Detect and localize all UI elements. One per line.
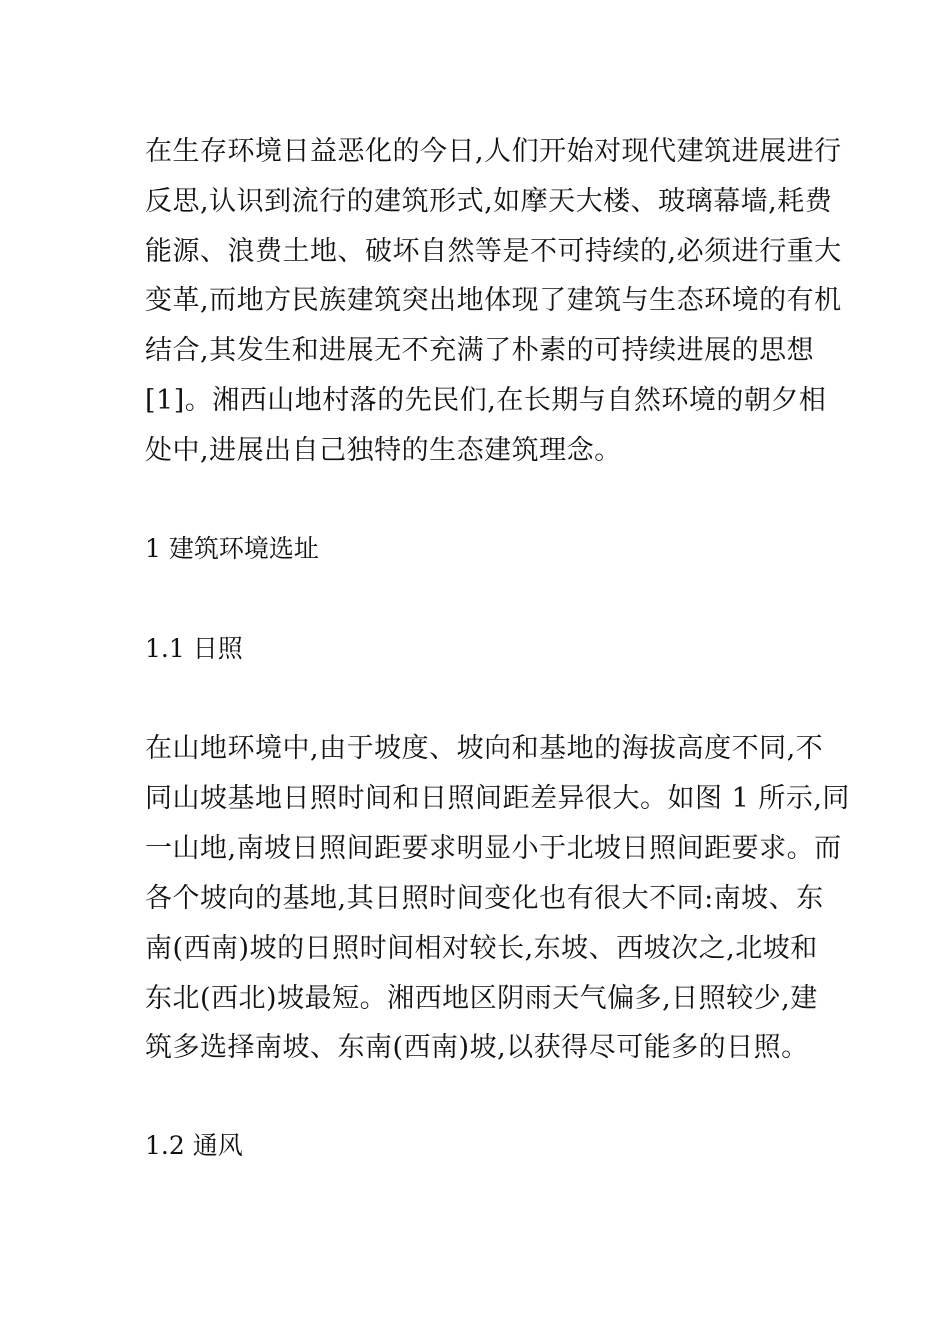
paragraph-line: 东北(西北)坡最短。湘西地区阴雨天气偏多,日照较少,建 — [145, 983, 818, 1014]
paragraph-line: 在山地环境中,由于坡度、坡向和基地的海拔高度不同,不 — [145, 733, 824, 764]
paragraph-line: 结合,其发生和进展无不充满了朴素的可持续进展的思想 — [145, 335, 815, 366]
paragraph-line: 同山坡基地日照时间和日照间距差异很大。如图 1 所示,同 — [145, 783, 850, 814]
paragraph-line: 反思,认识到流行的建筑形式,如摩天大楼、玻璃幕墙,耗费 — [145, 186, 833, 217]
section-heading-1: 1 建筑环境选址 — [145, 534, 319, 563]
paragraph-line: 能源、浪费土地、破坏自然等是不可持续的,必须进行重大 — [145, 236, 842, 267]
paragraph-line: 南(西南)坡的日照时间相对较长,东坡、西坡次之,北坡和 — [145, 933, 818, 964]
paragraph-line: 处中,进展出自己独特的生态建筑理念。 — [145, 435, 622, 466]
paragraph-line: 在生存环境日益恶化的今日,人们开始对现代建筑进展进行 — [145, 136, 842, 167]
paragraph-line: 各个坡向的基地,其日照时间变化也有很大不同:南坡、东 — [145, 883, 824, 914]
paragraph-line: 一山地,南坡日照间距要求明显小于北坡日照间距要求。而 — [145, 833, 842, 864]
section-heading-1-2: 1.2 通风 — [145, 1131, 243, 1160]
paragraph-line: [1]。湘西山地村落的先民们,在长期与自然环境的朝夕相 — [145, 385, 827, 416]
section-heading-1-1: 1.1 日照 — [145, 634, 243, 663]
paragraph-line: 筑多选择南坡、东南(西南)坡,以获得尽可能多的日照。 — [145, 1032, 809, 1063]
paragraph-line: 变革,而地方民族建筑突出地体现了建筑与生态环境的有机 — [145, 285, 842, 316]
